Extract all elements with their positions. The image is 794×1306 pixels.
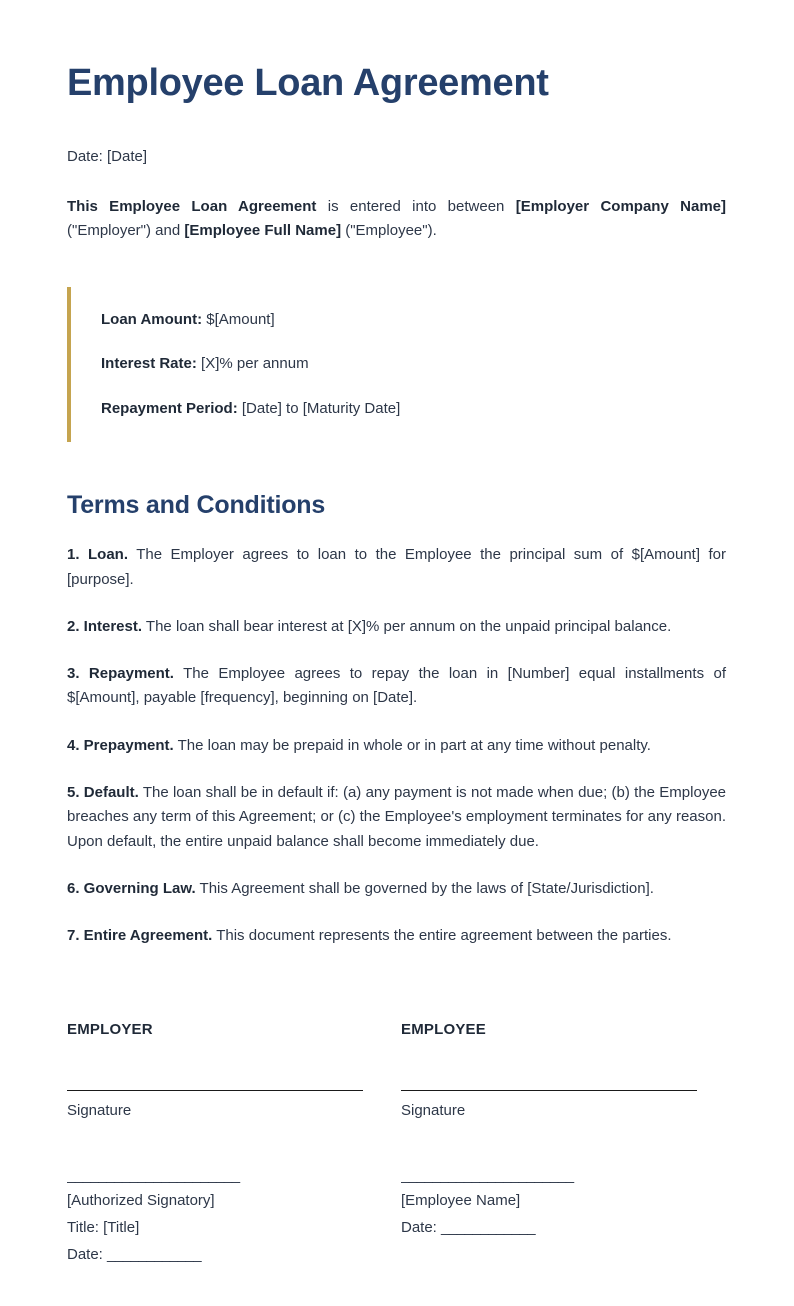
intro-text-3: ("Employee"). bbox=[341, 222, 437, 240]
interest-rate-label: Interest Rate: bbox=[101, 355, 197, 373]
repayment-period-value: [Date] to [Maturity Date] bbox=[237, 399, 401, 417]
loan-detail-row bbox=[101, 398, 726, 421]
employee-date-blank[interactable]: ____________ bbox=[441, 1218, 536, 1236]
employer-name-placeholder: [Authorized Signatory] bbox=[67, 1191, 215, 1209]
repayment-period-label: Repayment Period: bbox=[101, 399, 238, 417]
employer-party-label: EMPLOYER bbox=[67, 1020, 153, 1038]
clause-governing-law-number: 6. Governing Law. bbox=[67, 879, 196, 897]
clause-interest bbox=[67, 615, 726, 639]
employee-date-line bbox=[401, 1216, 697, 1239]
clause-entire-agreement-text: This document represents the entire agreement between the parties. bbox=[212, 927, 672, 945]
loan-detail-row bbox=[101, 353, 726, 376]
document-date-line: Date: [Date] bbox=[67, 147, 148, 165]
clause-loan-text: The Employer agrees to loan to the Employee the principal sum of $[Amount] for [purpose]. bbox=[67, 546, 726, 588]
clause-repayment-text: The Employee agrees to repay the loan in [Number] equal installments of $[Amount], payable [frequency], beginning on [Date]. bbox=[67, 665, 726, 707]
intro-employer-placeholder: [Employer Company Name] bbox=[515, 198, 726, 216]
clause-repayment-number: 3. Repayment. bbox=[67, 665, 174, 683]
terms-heading: Terms and Conditions bbox=[67, 491, 326, 520]
employee-signature-block bbox=[401, 1021, 697, 1267]
employer-signature-line[interactable] bbox=[67, 1090, 363, 1091]
loan-amount-value: $[Amount] bbox=[202, 310, 275, 328]
loan-amount-label: Loan Amount: bbox=[101, 310, 203, 328]
clause-loan bbox=[67, 543, 726, 592]
clause-default bbox=[67, 781, 726, 854]
intro-text-2: ("Employer") and bbox=[67, 222, 185, 240]
employee-date-label: Date: bbox=[401, 1218, 442, 1236]
clause-default-text: The loan shall be in default if: (a) any payment is not made when due; (b) the Employee breaches any term of this Agreement; or (c) the Employee's employment terminates for any reason. Upon default, the entire unpaid balance shall become immediately due. bbox=[67, 784, 727, 850]
employee-name-rule: ______________________ bbox=[401, 1168, 574, 1185]
clause-governing-law-text: This Agreement shall be governed by the laws of [State/Jurisdiction]. bbox=[195, 879, 654, 897]
clause-repayment bbox=[67, 662, 726, 711]
clause-prepayment-number: 4. Prepayment. bbox=[67, 736, 174, 754]
employer-signature-caption: Signature bbox=[67, 1101, 132, 1119]
signature-section bbox=[67, 1021, 726, 1267]
employer-date-blank[interactable]: ____________ bbox=[107, 1246, 202, 1264]
employee-name-placeholder: [Employee Name] bbox=[401, 1191, 521, 1209]
intro-agreement-name: This Employee Loan Agreement bbox=[67, 198, 317, 216]
employer-date-line bbox=[67, 1243, 363, 1266]
intro-paragraph bbox=[67, 195, 726, 244]
clause-interest-number: 2. Interest. bbox=[67, 617, 143, 635]
intro-employee-placeholder: [Employee Full Name] bbox=[184, 222, 342, 240]
clause-loan-number: 1. Loan. bbox=[67, 546, 128, 564]
employee-signature-caption: Signature bbox=[401, 1101, 466, 1119]
clause-entire-agreement-number: 7. Entire Agreement. bbox=[67, 927, 213, 945]
intro-text-1: is entered into between bbox=[316, 198, 516, 216]
employer-date-label: Date: bbox=[67, 1246, 108, 1264]
employer-title-line: Title: [Title] bbox=[67, 1218, 140, 1236]
clause-entire-agreement bbox=[67, 924, 726, 948]
employer-name-rule: ______________________ bbox=[67, 1168, 240, 1185]
interest-rate-value: [X]% per annum bbox=[196, 355, 309, 373]
clause-governing-law bbox=[67, 877, 726, 901]
clause-interest-text: The loan shall bear interest at [X]% per annum on the unpaid principal balance. bbox=[142, 617, 672, 635]
employee-signature-line[interactable] bbox=[401, 1090, 697, 1091]
clause-prepayment-text: The loan may be prepaid in whole or in part at any time without penalty. bbox=[173, 736, 651, 754]
clause-default-number: 5. Default. bbox=[67, 784, 139, 802]
clause-prepayment bbox=[67, 734, 726, 758]
employee-party-label: EMPLOYEE bbox=[401, 1020, 486, 1038]
page-title: Employee Loan Agreement bbox=[67, 62, 549, 104]
employer-signature-block bbox=[67, 1021, 363, 1267]
loan-detail-row bbox=[101, 309, 726, 332]
loan-details-box bbox=[67, 287, 726, 443]
